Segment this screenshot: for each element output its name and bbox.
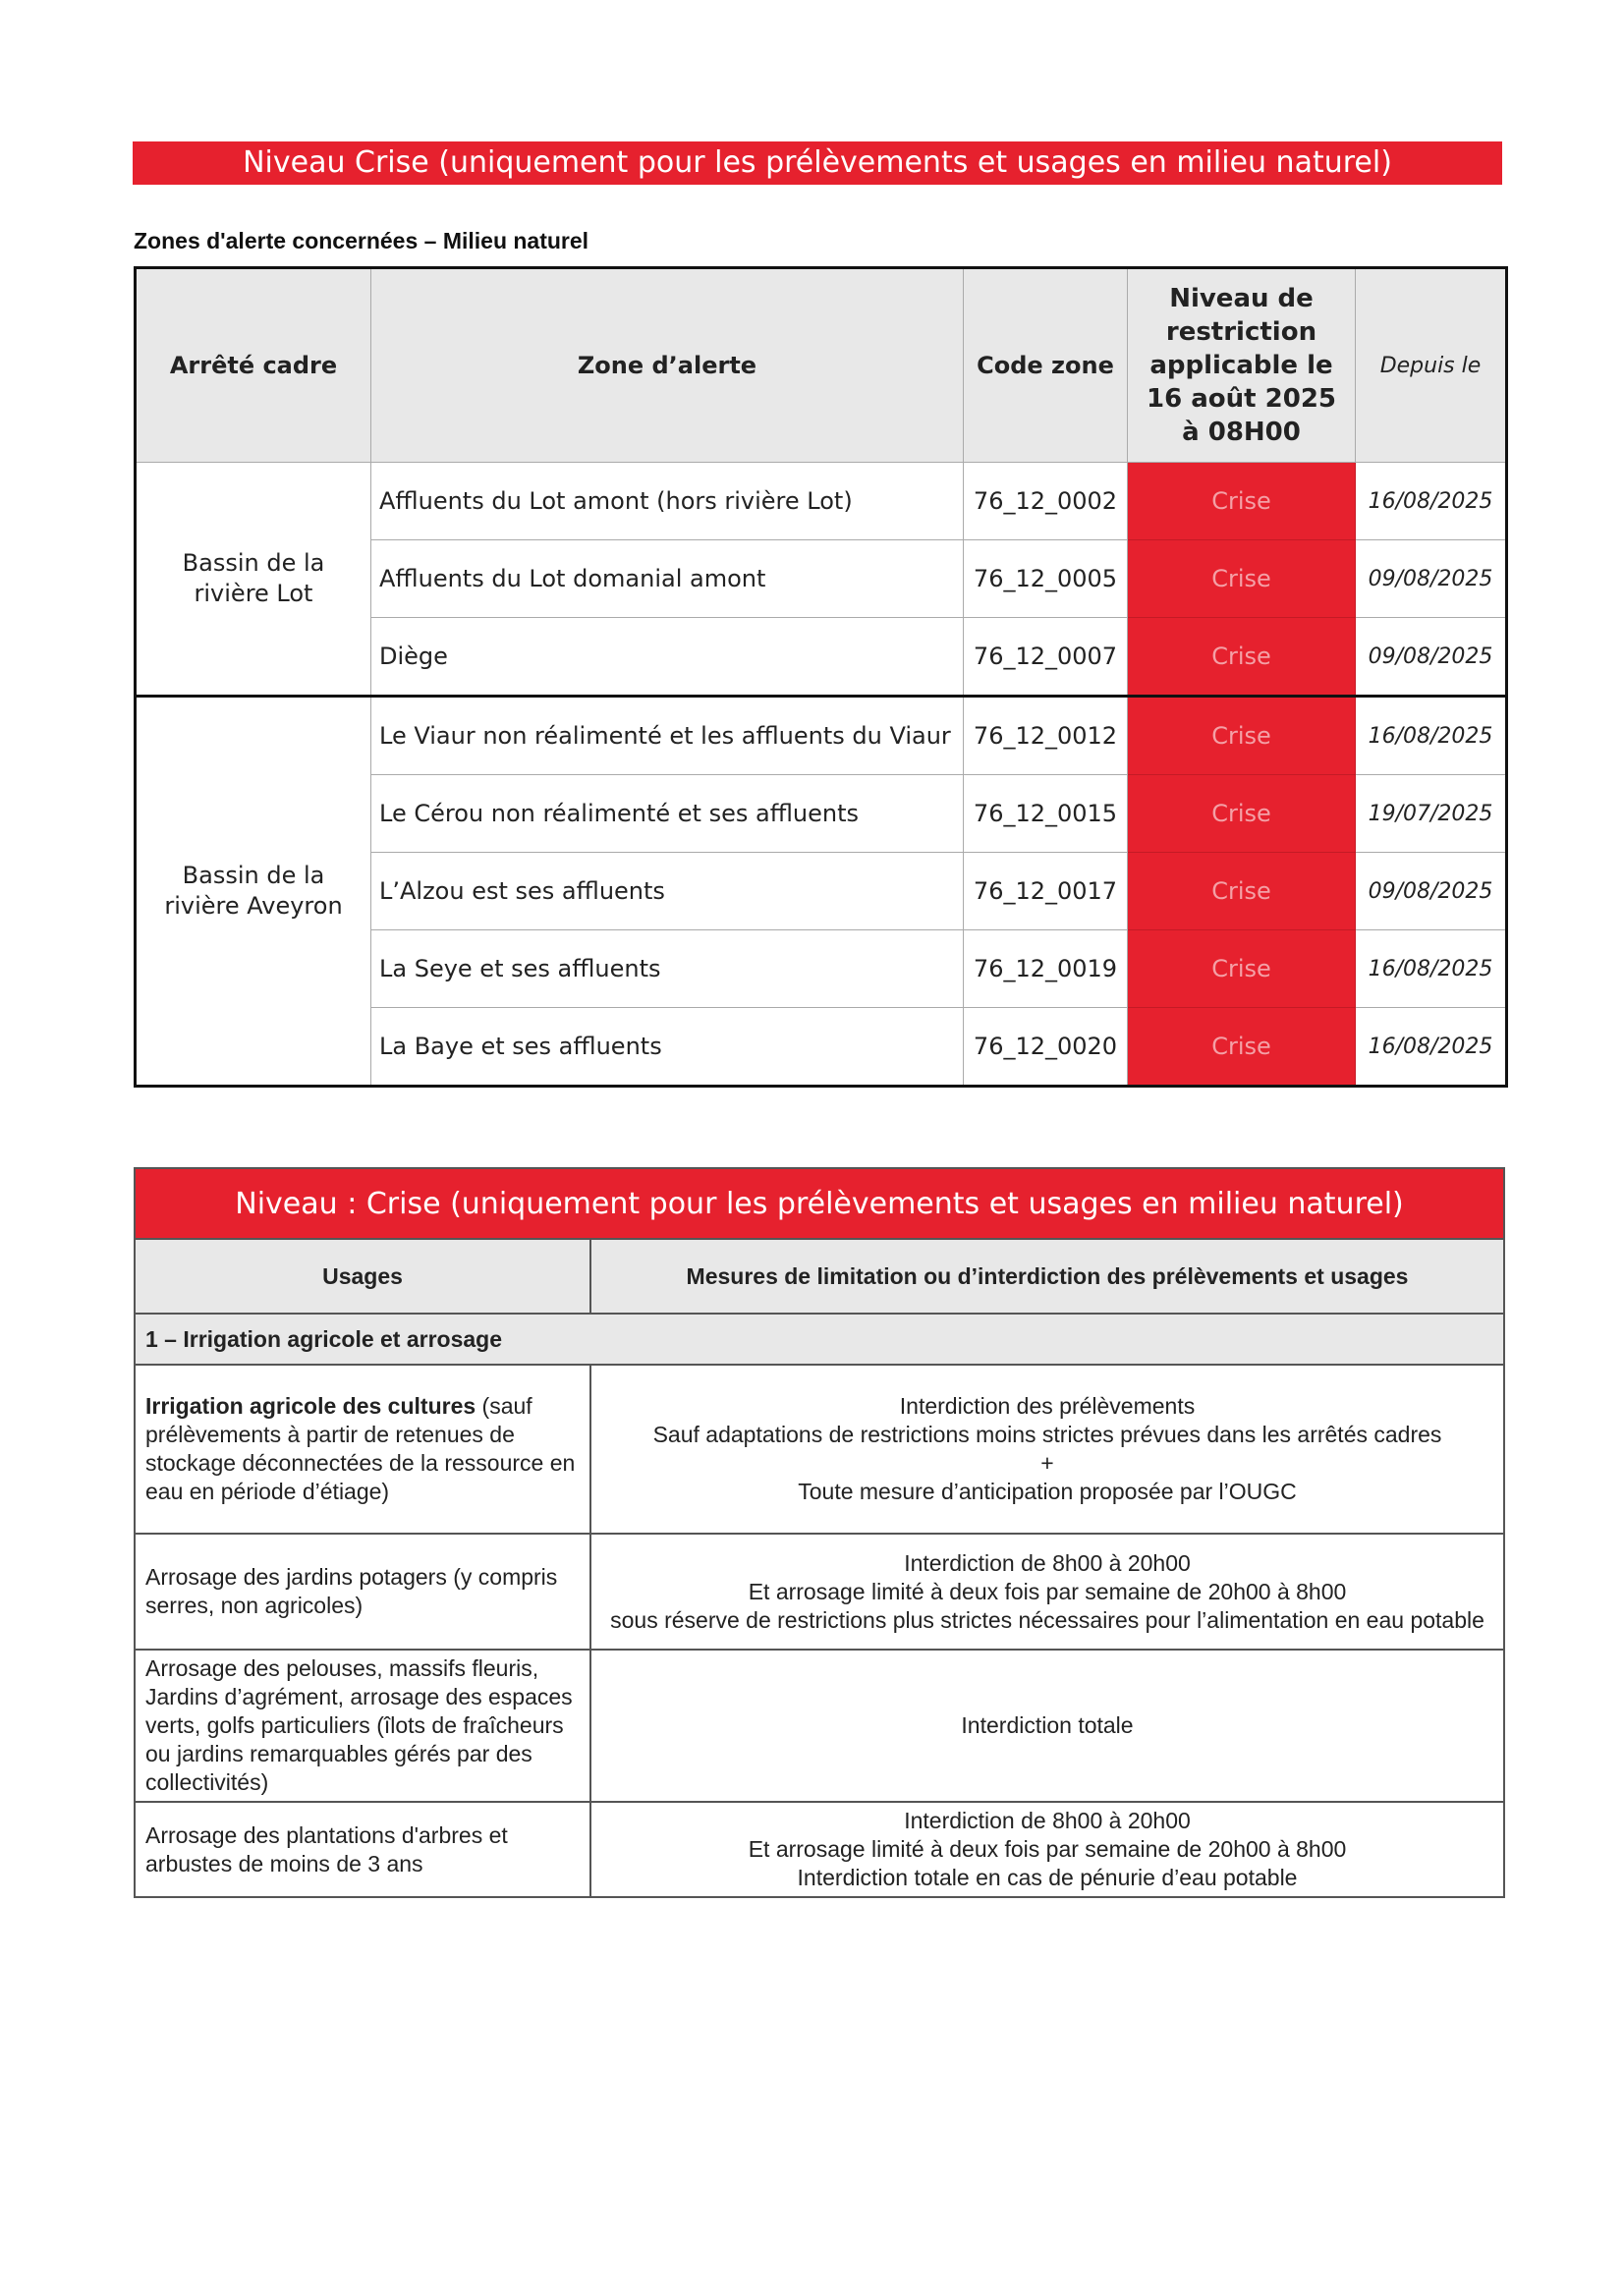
restriction-level-cell: Crise [1128,1008,1356,1087]
mesure-line: Interdiction des prélèvements [899,1393,1196,1419]
alert-zones-body [136,463,1507,1087]
code-zone-cell: 76_12_0012 [964,697,1128,775]
zone-alerte-cell: Le Viaur non réalimenté et les affluents du Viaur [371,697,964,775]
measure-row [135,1650,1504,1802]
mesure-line: Et arrosage limité à deux fois par semaine de 20h00 à 8h00 [748,1836,1347,1862]
zone-alerte-cell: Diège [371,618,964,697]
zone-alerte-cell: Affluents du Lot amont (hors rivière Lot) [371,463,964,540]
header-usages: Usages [135,1239,590,1314]
measures-table [134,1167,1505,1898]
crisis-banner-top: Niveau Crise (uniquement pour les prélèvements et usages en milieu naturel) [133,141,1502,185]
alert-zones-table [134,266,1508,1088]
mesures-cell [590,1802,1504,1897]
usage-text: Arrosage des jardins potagers (y compris serres, non agricoles) [145,1564,558,1618]
usage-cell [135,1650,590,1802]
mesures-cell [590,1534,1504,1650]
usage-bold-text: Irrigation agricole des cultures [145,1393,476,1419]
mesure-line: Interdiction totale en cas de pénurie d’eau potable [797,1865,1298,1890]
arrete-cadre-cell: Bassin de la rivière Aveyron [136,697,371,1087]
mesures-cell [590,1365,1504,1534]
zone-alerte-cell: Affluents du Lot domanial amont [371,540,964,618]
code-zone-cell: 76_12_0020 [964,1008,1128,1087]
mesures-cell [590,1650,1504,1802]
code-zone-cell: 76_12_0017 [964,853,1128,930]
depuis-date-cell: 16/08/2025 [1356,463,1507,540]
category-irrigation: 1 – Irrigation agricole et arrosage [135,1314,1504,1365]
usage-cell [135,1365,590,1534]
code-zone-cell: 76_12_0005 [964,540,1128,618]
usage-text: Arrosage des plantations d'arbres et arbustes de moins de 3 ans [145,1821,508,1876]
crisis-banner-measures: Niveau : Crise (uniquement pour les prélèvements et usages en milieu naturel) [135,1168,1504,1239]
restriction-level-cell: Crise [1128,930,1356,1008]
depuis-date-cell: 09/08/2025 [1356,618,1507,697]
mesure-line: Sauf adaptations de restrictions moins strictes prévues dans les arrêtés cadres [652,1422,1442,1447]
mesure-line: Et arrosage limité à deux fois par semaine de 20h00 à 8h00 [748,1578,1347,1604]
depuis-date-cell: 09/08/2025 [1356,853,1507,930]
restriction-level-cell: Crise [1128,697,1356,775]
restriction-level-cell: Crise [1128,463,1356,540]
code-zone-cell: 76_12_0019 [964,930,1128,1008]
usage-cell [135,1534,590,1650]
header-niveau-restriction: Niveau de restriction applicable le 16 août 2025 à 08H00 [1128,268,1356,463]
alert-zones-header-row [136,268,1507,463]
zone-alerte-cell: La Seye et ses affluents [371,930,964,1008]
zones-subtitle: Zones d'alerte concernées – Milieu naturel [134,228,589,253]
depuis-date-cell: 19/07/2025 [1356,775,1507,853]
header-code-zone: Code zone [964,268,1128,463]
restriction-level-cell: Crise [1128,775,1356,853]
mesure-line: Interdiction totale [961,1712,1134,1738]
usage-text: (sauf prélèvements à partir de retenues de stockage déconnectées de la ressource en eau en période d’étiage) [145,1393,576,1504]
code-zone-cell: 76_12_0015 [964,775,1128,853]
mesure-line: sous réserve de restrictions plus strictes nécessaires pour l’alimentation en eau potable [610,1606,1484,1633]
zone-alerte-cell: L’Alzou est ses affluents [371,853,964,930]
header-mesures: Mesures de limitation ou d’interdiction des prélèvements et usages [590,1239,1504,1314]
code-zone-cell: 76_12_0007 [964,618,1128,697]
depuis-date-cell: 16/08/2025 [1356,697,1507,775]
mesure-line: Interdiction de 8h00 à 20h00 [904,1808,1191,1833]
restriction-level-cell: Crise [1128,853,1356,930]
measure-row [135,1802,1504,1897]
zone-alerte-cell: La Baye et ses affluents [371,1008,964,1087]
usage-cell [135,1802,590,1897]
zone-alerte-cell: Le Cérou non réalimenté et ses affluents [371,775,964,853]
code-zone-cell: 76_12_0002 [964,463,1128,540]
mesure-line: + [1040,1450,1054,1476]
measure-row [135,1365,1504,1534]
depuis-date-cell: 16/08/2025 [1356,1008,1507,1087]
arrete-cadre-cell: Bassin de la rivière Lot [136,463,371,697]
alert-zone-row [136,463,1507,540]
depuis-date-cell: 16/08/2025 [1356,930,1507,1008]
usage-text: Arrosage des pelouses, massifs fleuris, Jardins d’agrément, arrosage des espaces verts, golfs particuliers (îlots de fraîcheurs ou jardins remarquables gérés par des collectivités) [145,1655,573,1795]
header-arrete-cadre: Arrêté cadre [136,268,371,463]
restriction-level-cell: Crise [1128,540,1356,618]
depuis-date-cell: 09/08/2025 [1356,540,1507,618]
header-zone-alerte: Zone d’alerte [371,268,964,463]
mesure-line: Interdiction de 8h00 à 20h00 [904,1549,1191,1576]
alert-zone-row [136,697,1507,775]
header-depuis-le: Depuis le [1356,268,1507,463]
measure-row [135,1534,1504,1650]
mesure-line: Toute mesure d’anticipation proposée par l’OUGC [798,1479,1297,1504]
restriction-level-cell: Crise [1128,618,1356,697]
